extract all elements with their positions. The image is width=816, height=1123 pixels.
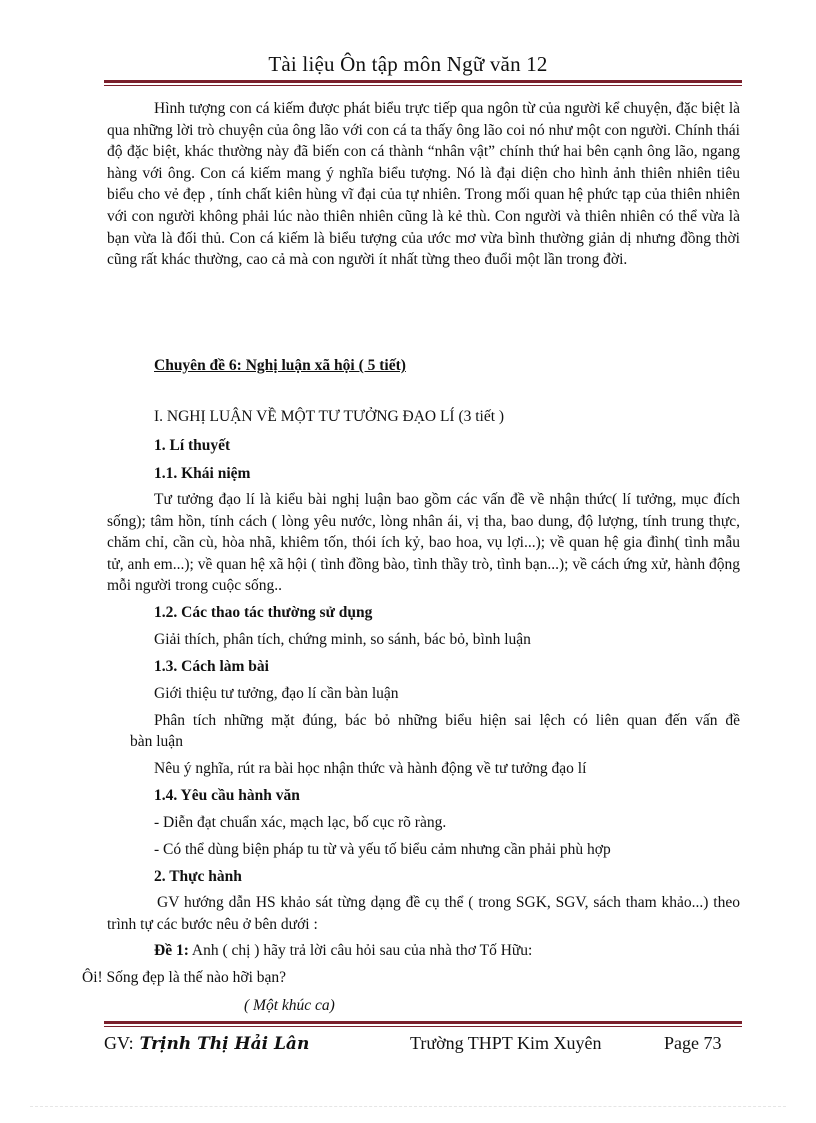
footer-gv-label: GV: [104,1033,134,1053]
heading-yeu-cau: 1.4. Yêu cầu hành văn [154,787,300,804]
yeu-cau-2: - Có thể dùng biện pháp tu từ và yếu tố biểu cảm nhưng cần phải phù hợp [154,841,611,858]
page-number: Page 73 [664,1033,722,1053]
quote-source: ( Một khúc ca) [244,997,335,1014]
quote-line: Ôi! Sống đẹp là thế nào hỡi bạn? [82,969,287,986]
cach-lam-2: Phân tích những mặt đúng, bác bỏ những biểu hiện sai lệch có liên quan đến vấn đề [154,712,740,729]
heading-thao-tac: 1.2. Các thao tác thường sử dụng [154,604,373,621]
heading-thuc-hanh: 2. Thực hành [154,868,242,885]
thao-tac-text: Giải thích, phân tích, chứng minh, so sánh, bác bỏ, bình luận [154,631,531,648]
page-edge-divider [30,1106,786,1107]
de-1-label: Đề 1: [154,942,189,959]
heading-cach-lam: 1.3. Cách làm bài [154,658,269,675]
cach-lam-3: Nêu ý nghĩa, rút ra bài học nhận thức và hành động về tư tưởng đạo lí [154,760,587,777]
cach-lam-2-cont: bàn luận [130,733,183,750]
heading-li-thuyet: 1. Lí thuyết [154,437,231,454]
chapter-title: Chuyên đề 6: Nghị luận xã hội ( 5 tiết) [154,357,406,374]
header-rule [104,80,742,86]
heading-khai-niem: 1.1. Khái niệm [154,465,251,482]
teacher-name: Trịnh Thị Hải Lân [139,1034,310,1054]
de-1-text: Anh ( chị ) hãy trả lời câu hỏi sau của nhà thơ Tố Hữu: [188,942,533,959]
footer-school: Trường THPT Kim Xuyên [410,1033,602,1053]
header-title: Tài liệu Ôn tập môn Ngữ văn 12 [268,52,548,76]
section-title: I. NGHỊ LUẬN VỀ MỘT TƯ TƯỞNG ĐẠO LÍ (3 tiết ) [154,408,505,425]
yeu-cau-1: - Diễn đạt chuẩn xác, mạch lạc, bố cục rõ ràng. [154,814,447,831]
thuc-hanh-paragraph: GV hướng dẫn HS khảo sát từng dạng đề cụ thể ( trong SGK, SGV, sách tham khảo...) theo trình tự các bước nêu ở bên dưới : [107,894,740,933]
khai-niem-paragraph: Tư tưởng đạo lí là kiểu bài nghị luận bao gồm các vấn đề về nhận thức( lí tưởng, mục đích sống); tâm hồn, tính cách ( lòng yêu nước, lòng nhân ái, vị tha, bao dung, độ lượng, tính trung thực, chăm chỉ, cần cù, hòa nhã, khiêm tốn, thói ích kỷ, bao hoa, vụ lợi...); về quan hệ gia đình( tình mẫu tử, anh em...); về quan hệ xã hội ( tình đồng bào, tình thầy trò, tình bạn...); về cách ứng xử, hành động mỗi người trong cuộc sống.. [107,491,740,595]
intro-paragraph: Hình tượng con cá kiếm được phát biểu trực tiếp qua ngôn từ của người kể chuyện, đặc biệt là qua những lời trò chuyện của ông lão với con cá ta thấy ông lão coi nó như một con người. Chính thái độ đặc biệt, khác thường này đã biến con cá thành “nhân vật” chính thứ hai bên cạnh ông lão, ngang hàng với ông. Con cá kiếm mang ý nghĩa biểu tượng. Nó là đại diện cho hình ảnh thiên nhiên tiêu biểu cho vẻ đẹp , tính chất kiên hùng vĩ đại của tự nhiên. Trong mối quan hệ phức tạp của thiên nhiên với con người không phải lúc nào thiên nhiên cũng là kẻ thù. Con người và thiên nhiên có thể vừa là bạn vừa là đối thủ. Con cá kiếm là biểu tượng của ước mơ vừa bình thường giản dị nhưng đồng thời cũng rất khác thường, cao cả mà con người ít nhất từng theo đuổi một lần trong đời. [107,100,740,269]
footer-teacher [104,1033,309,1054]
footer-rule [104,1021,742,1027]
cach-lam-1: Giới thiệu tư tưởng, đạo lí cần bàn luận [154,685,399,702]
de-1-line [154,940,532,962]
